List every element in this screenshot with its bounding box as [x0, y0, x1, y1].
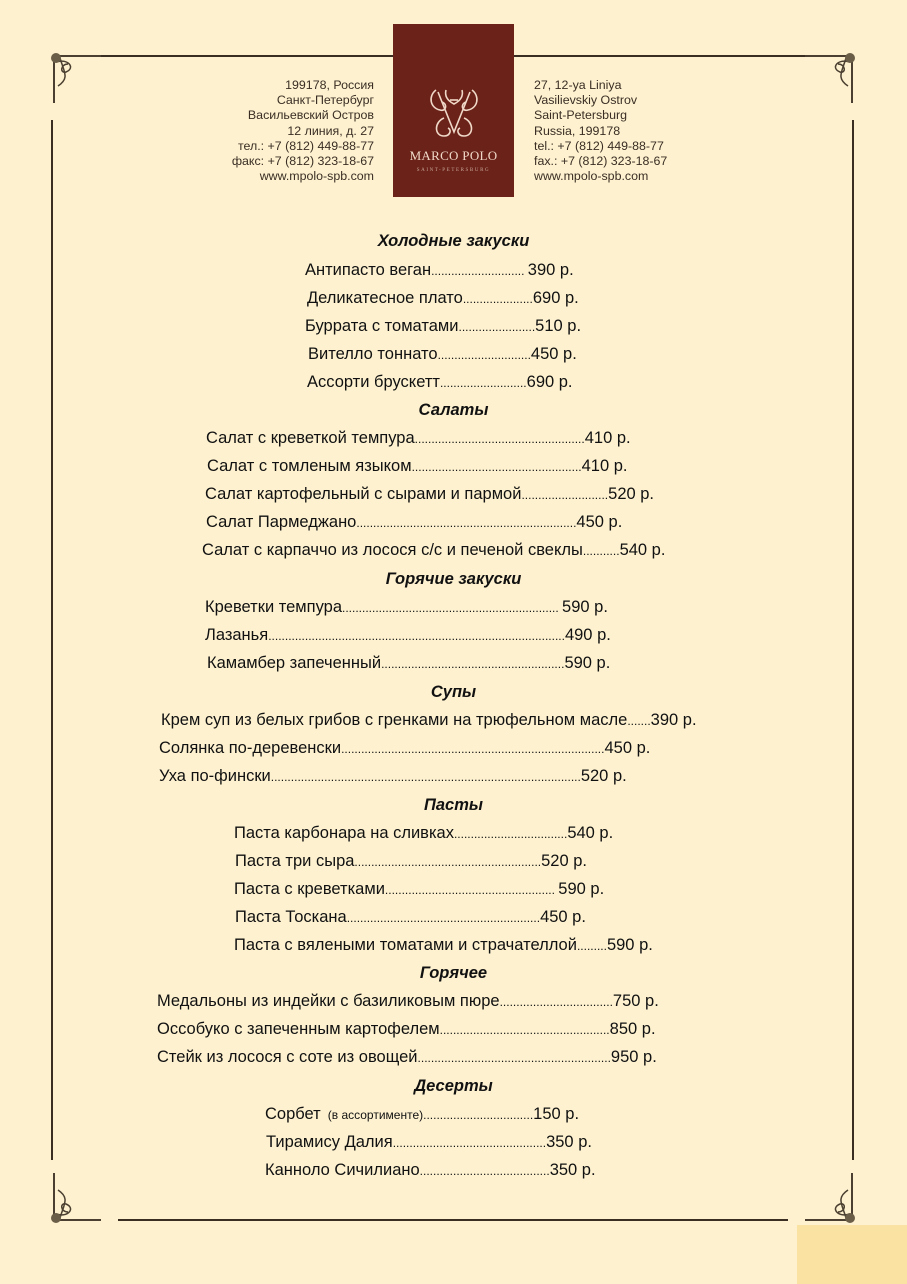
dish-name: Крем суп из белых грибов с гренками на трюфельном масле	[161, 711, 628, 729]
ornament-corner-top-right-icon	[800, 48, 860, 108]
dot-leader: ..................................	[499, 995, 613, 1009]
dot-leader: .......	[627, 714, 651, 728]
dot-leader: .....................	[462, 292, 533, 306]
dot-leader: ..........................	[521, 488, 609, 502]
dish-price: 410 р.	[581, 457, 628, 475]
dish-price: 510 р.	[535, 317, 582, 335]
frame-left-line	[51, 120, 53, 1160]
menu-item	[266, 1128, 592, 1156]
ornament-corner-bottom-right-icon	[800, 1168, 860, 1228]
dish-name: Стейк из лосося с соте из овощей	[157, 1048, 418, 1066]
address-russian	[232, 78, 374, 184]
dish-name: Антипасто веган	[305, 261, 432, 279]
dish-name: Солянка по-деревенски	[159, 739, 342, 757]
dot-leader: ..................................	[453, 827, 568, 841]
dish-price: 590 р.	[562, 598, 608, 616]
brand-name: MARCO POLO	[409, 148, 498, 163]
dish-price: 410 р.	[584, 429, 631, 447]
ornament-corner-top-left-icon	[46, 48, 106, 108]
dot-leader: .......................................	[419, 1164, 550, 1178]
frame-top-line	[78, 55, 393, 57]
menu-item	[235, 847, 587, 875]
dish-name: Деликатесное плато	[307, 289, 463, 307]
dish-price: 390 р.	[527, 261, 574, 279]
section-title: Пасты	[424, 796, 483, 814]
menu-item	[207, 452, 628, 480]
fax-line: факс: +7 (812) 323-18-67	[231, 154, 374, 169]
address-line: Vasilievskiy Ostrov	[534, 93, 638, 108]
section-title: Горячее	[419, 964, 488, 982]
marco-polo-logo	[393, 24, 514, 197]
dish-name: Салат с креветкой темпура	[206, 429, 415, 447]
phone-line: тел.: +7 (812) 449-88-77	[237, 138, 374, 153]
dish-price: 390 р.	[650, 711, 697, 729]
dish-price: 750 р.	[612, 992, 659, 1010]
dish-price: 690 р.	[532, 289, 579, 307]
dot-leader: .......................................................	[381, 657, 565, 671]
dish-price: 590 р.	[606, 936, 653, 954]
website-link[interactable]: www.mpolo-spb.com	[534, 169, 649, 184]
menu-item	[307, 368, 573, 396]
menu-item	[308, 340, 577, 368]
frame-top-line-right	[514, 55, 826, 57]
dot-leader: .............................................................................................	[270, 770, 581, 784]
dish-name: Салат Пармеджано	[206, 513, 357, 531]
dish-name: Паста карбонара на сливках	[234, 824, 454, 842]
dish-price: 690 р.	[526, 373, 573, 391]
frame-bottom-line	[118, 1219, 788, 1221]
dish-name: Канноло Сичилиано	[265, 1161, 420, 1179]
dish-price: 350 р.	[549, 1161, 596, 1179]
dot-leader: .................................................................	[342, 601, 563, 615]
address-line: Санкт-Петербург	[276, 93, 374, 108]
dish-name: Креветки темпура	[205, 598, 342, 616]
dish-price: 520 р.	[541, 852, 587, 870]
dish-name: Салат картофельный с сырами и пармой	[205, 485, 522, 503]
dish-price: 450 р.	[530, 345, 577, 363]
dish-name: Медальоны из индейки с базиликовым пюре	[157, 992, 500, 1010]
dot-leader: ...........	[582, 544, 620, 558]
menu-item	[157, 987, 659, 1015]
menu-item	[159, 762, 627, 790]
dish-name: Паста с креветками	[234, 880, 385, 898]
menu-item	[205, 480, 654, 508]
menu-item	[205, 593, 608, 621]
dot-leader: ............................	[437, 348, 531, 362]
section-title: Десерты	[414, 1077, 493, 1095]
dot-leader: .................................	[423, 1108, 534, 1122]
ornament-corner-bottom-left-icon	[46, 1168, 106, 1228]
dish-price: 950 р.	[610, 1048, 657, 1066]
dish-price: 450 р.	[576, 513, 623, 531]
dot-leader: ..................................................................	[356, 516, 577, 530]
dot-leader: ........................................................	[354, 855, 542, 869]
dish-name: Лазанья	[205, 626, 269, 644]
dish-price: 520 р.	[580, 767, 627, 785]
dish-price: 450 р.	[540, 908, 586, 926]
menu-item	[207, 649, 610, 677]
section-title: Горячие закуски	[385, 570, 522, 588]
menu-item	[307, 284, 579, 312]
dish-name: Буррата с томатами	[305, 317, 459, 335]
menu-item	[305, 312, 581, 340]
dish-price: 540 р.	[567, 824, 614, 842]
phone-line: tel.: +7 (812) 449-88-77	[534, 138, 664, 153]
menu-item	[305, 256, 574, 284]
menu-item	[205, 621, 611, 649]
menu-item	[234, 819, 613, 847]
dish-name: Уха по-фински	[159, 767, 271, 785]
dot-leader: ...................................................	[411, 460, 582, 474]
menu-item	[234, 875, 604, 903]
dot-leader: ...................................................	[439, 1023, 610, 1037]
dot-leader: ...................................................	[384, 883, 559, 897]
menu-item	[202, 536, 665, 564]
address-english	[534, 78, 667, 184]
section-title: Супы	[430, 683, 477, 701]
menu-item	[265, 1156, 596, 1184]
dish-name: Оссобуко с запеченным картофелем	[157, 1020, 440, 1038]
dot-leader: .......................	[458, 320, 536, 334]
dish-name: Салат с томленым языком	[207, 457, 412, 475]
dish-price: 150 р.	[533, 1105, 580, 1123]
dish-name: Вителло тоннато	[308, 345, 438, 363]
menu-item	[235, 903, 586, 931]
dish-name: Сорбет	[265, 1105, 321, 1123]
address-line: Russia, 199178	[534, 123, 621, 138]
dot-leader: ..........................................................	[417, 1051, 611, 1065]
frame-right-line	[852, 120, 854, 1160]
menu-item	[159, 734, 650, 762]
monogram-icon	[424, 82, 484, 142]
dot-leader: ..........................................................	[346, 911, 541, 925]
dish-price: 540 р.	[619, 541, 666, 559]
address-line: 199178, Россия	[285, 78, 374, 92]
menu-item	[157, 1043, 657, 1071]
dish-price: 590 р.	[564, 654, 611, 672]
menu-item	[234, 931, 653, 959]
dot-leader: ............................	[431, 264, 528, 278]
section-title: Салаты	[418, 401, 489, 419]
menu-item	[161, 706, 697, 734]
dish-note: (в ассортименте)	[327, 1108, 424, 1122]
dish-name: Паста три сыра	[235, 852, 355, 870]
dish-price: 490 р.	[564, 626, 611, 644]
dish-price: 850 р.	[609, 1020, 656, 1038]
dish-name: Паста с вялеными томатами и страчателлой	[234, 936, 577, 954]
section-title: Холодные закуски	[377, 232, 530, 250]
address-line: 12 линия, д. 27	[287, 123, 374, 138]
fax-line: fax.: +7 (812) 323-18-67	[534, 154, 668, 169]
menu-item	[206, 508, 622, 536]
address-line: Saint-Petersburg	[534, 108, 627, 123]
dish-name: Салат с карпаччо из лосося с/с и печеной свеклы	[202, 541, 583, 559]
dot-leader: ..............................................	[392, 1136, 547, 1150]
address-line: 27, 12-ya Liniya	[534, 78, 622, 92]
dot-leader: ...............................................................................	[341, 742, 605, 756]
page-fold-overlay	[797, 1225, 907, 1284]
dish-name: Камамбер запеченный	[207, 654, 382, 672]
dot-leader: ..........................	[439, 376, 527, 390]
dish-price: 520 р.	[608, 485, 655, 503]
menu-item	[206, 424, 631, 452]
dish-price: 590 р.	[558, 880, 605, 898]
website-link[interactable]: www.mpolo-spb.com	[259, 169, 374, 184]
dish-name: Ассорти брускетт	[307, 373, 440, 391]
dot-leader: .........................................................................................	[268, 629, 565, 643]
dish-price: 350 р.	[546, 1133, 592, 1151]
dish-name: Тирамису Далия	[266, 1133, 393, 1151]
brand-subtitle: SAINT-PETERSBURG	[416, 168, 491, 173]
dish-name: Паста Тоскана	[235, 908, 347, 926]
address-line: Васильевский Остров	[247, 108, 374, 123]
dish-price: 450 р.	[604, 739, 651, 757]
menu-item	[157, 1015, 656, 1043]
dot-leader: .........	[576, 939, 607, 953]
menu-item	[265, 1100, 579, 1128]
dot-leader: ...................................................	[414, 432, 585, 446]
